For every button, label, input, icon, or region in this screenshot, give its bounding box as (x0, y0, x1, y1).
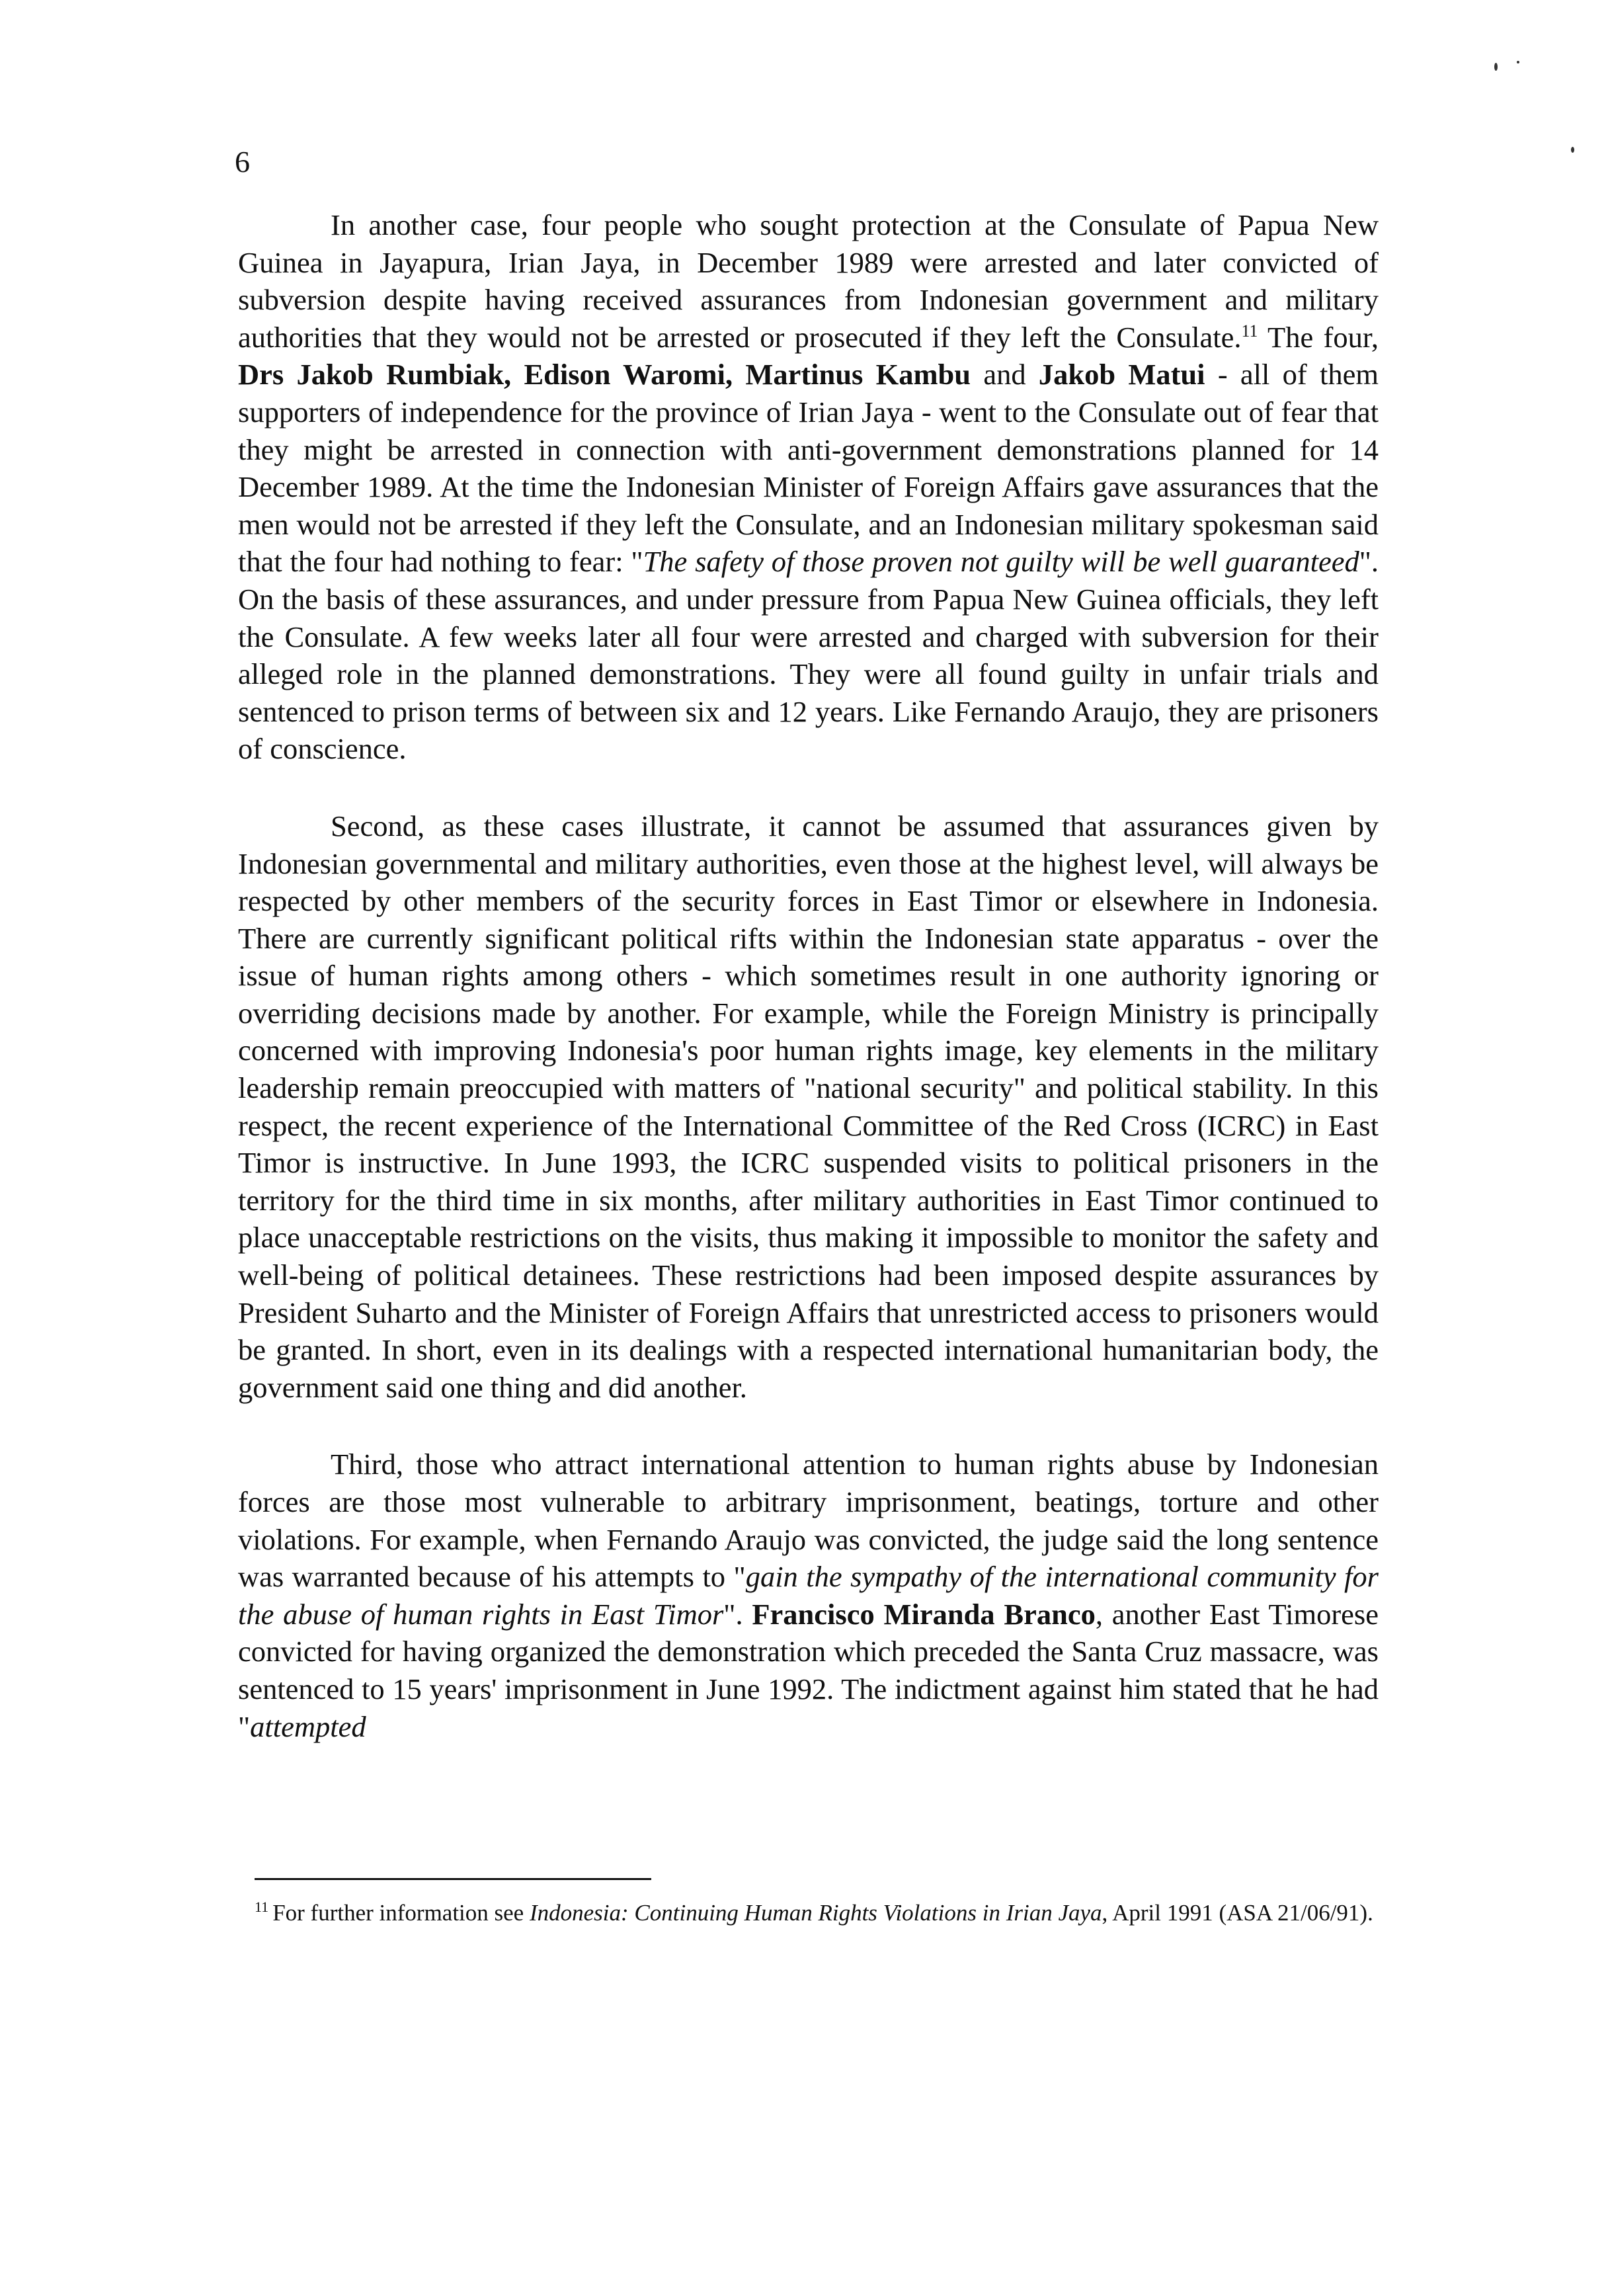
text-run: Second, as these cases illustrate, it cannot be assumed that assurances given by Indonesian governmental and military authorities, even those at the highest level, will always be respected by other members of the security forces in East Timor or elsewhere in Indonesia. There are currently significant political rifts within the Indonesian state apparatus - over the issue of human rights among others - which sometimes result in one authority ignoring or overriding decisions made by another. For example, while the Foreign Ministry is principally concerned with improving Indonesia's poor human rights image, key elements in the military leadership remain preoccupied with matters of "national security" and political stability. In this respect, the recent experience of the International Committee of the Red Cross (ICRC) in East Timor is instructive. In June 1993, the ICRC suspended visits to political prisoners in the territory for the third time in six months, after military authorities in East Timor continued to place unacceptable restrictions on the visits, thus making it impossible to monitor the safety and well-being of political detainees. These restrictions had been imposed despite assurances by President Suharto and the Minister of Foreign Affairs that unrestricted access to prisoners would be granted. In short, even in its dealings with a respected international humanitarian body, the government said one thing and did another. (238, 809, 1379, 1404)
page-number: 6 (235, 145, 250, 179)
body-text (238, 206, 1379, 1785)
footnote-separator (255, 1878, 651, 1880)
footnote (255, 1897, 1379, 1930)
text-run: The four, (1258, 320, 1379, 354)
text-run: ". On the basis of these assurances, and under pressure from Papua New Guinea officials, they left the Consulate. A few weeks later all four were arrested and charged with subversion for their alleged role in the planned demonstrations. They were all found guilty in unfair trials and sentenced to prison terms of between six and 12 years. Like Fernando Araujo, they are prisoners of conscience. (238, 545, 1379, 766)
text-run: ". (723, 1597, 752, 1631)
paragraph (238, 807, 1379, 1407)
bold-name: Drs Jakob Rumbiak, Edison Waromi, Martinus Kambu (238, 358, 971, 391)
text-run: and (971, 358, 1039, 391)
footnote-text-after: , April 1991 (ASA 21/06/91). (1102, 1900, 1373, 1926)
footnote-publication-title: Indonesia: Continuing Human Rights Violations in Irian Jaya (529, 1900, 1102, 1926)
scan-speck (1494, 63, 1498, 71)
paragraph (238, 1446, 1379, 1745)
footnote-marker: 11 (255, 1899, 269, 1916)
text-run: - all of them supporters of independence for the province of Irian Jaya - went to the Consulate out of fear that they might be arrested in connection with anti-government demonstrations planned for 14 December 1989. At the time the Indonesian Minister of Foreign Affairs gave assurances that the men would not be arrested if they left the Consulate, and an Indonesian military spokesman said that the four had nothing to fear: " (238, 358, 1379, 579)
text-run: Third, those who attract international attention to human rights abuse by Indonesian forces are those most vulnerable to arbitrary imprisonment, beatings, torture and other violations. For example, when Fernando Araujo was convicted, the judge said the long sentence was warranted because of his attempts to " (238, 1448, 1379, 1594)
italic-quote: gain the sympathy of the international community for the abuse of human rights in East Timor (238, 1560, 1379, 1631)
scan-speck (1571, 147, 1574, 153)
footnote-text-before: For further information see (272, 1900, 530, 1926)
text-run: In another case, four people who sought protection at the Consulate of Papua New Guinea in Jayapura, Irian Jaya, in December 1989 were arrested and later convicted of subversion despite having received assurances from Indonesian government and military authorities that they would not be arrested or prosecuted if they left the Consulate. (238, 208, 1379, 354)
italic-quote: attempted (250, 1709, 366, 1743)
bold-name: Jakob Matui (1038, 358, 1205, 391)
paragraph (238, 206, 1379, 768)
scan-speck (1517, 61, 1519, 63)
text-run: , another East Timorese convicted for having organized the demonstration which preceded the Santa Cruz massacre, was sentenced to 15 years' imprisonment in June 1992. The indictment against him stated that he had " (238, 1597, 1379, 1743)
italic-quote: The safety of those proven not guilty will be well guaranteed (643, 545, 1359, 579)
footnote-reference: 11 (1241, 321, 1258, 341)
bold-name: Francisco Miranda Branco (752, 1597, 1096, 1631)
